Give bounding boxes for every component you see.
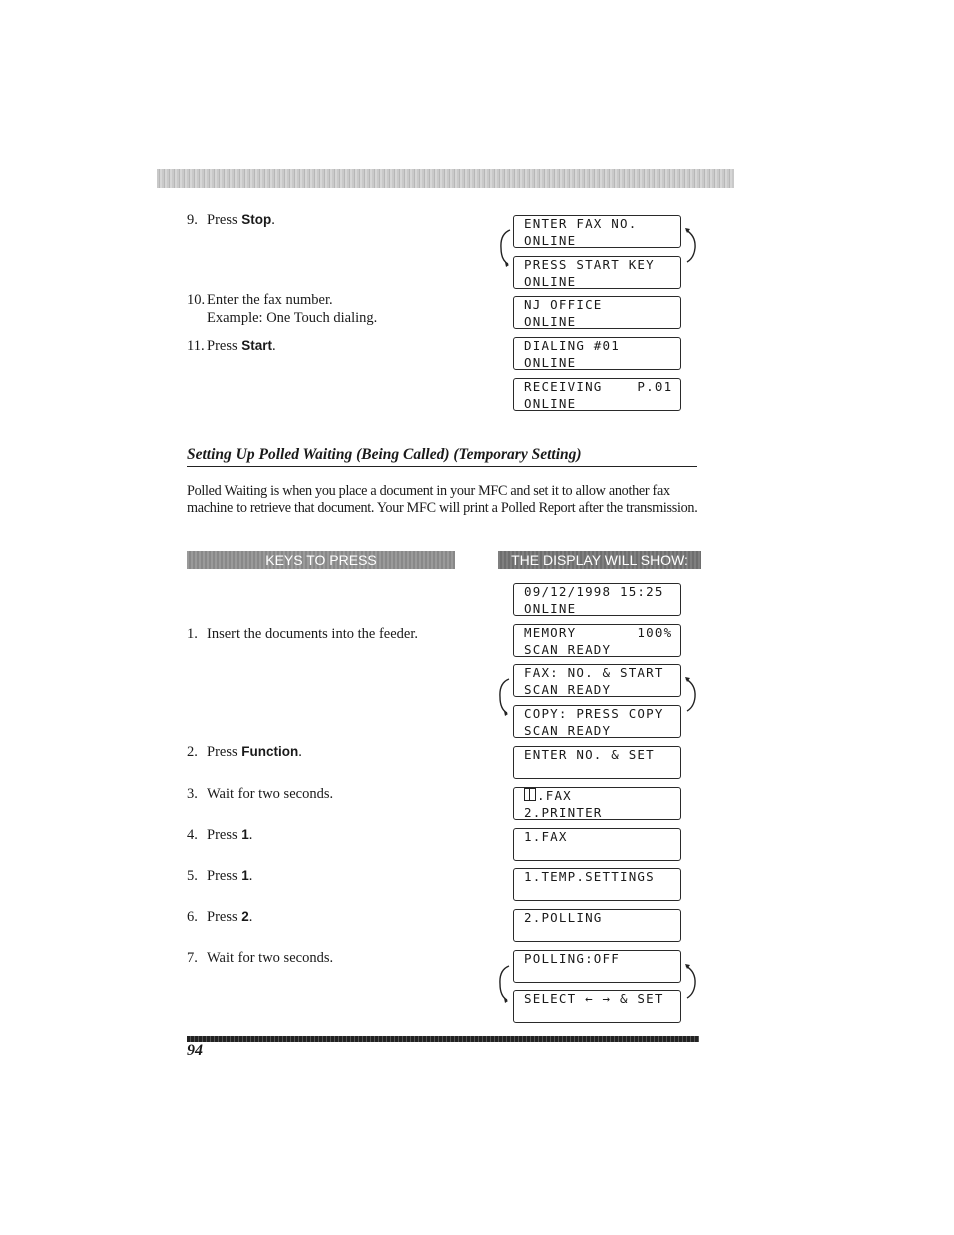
lcd-line-2: ONLINE [524, 354, 577, 370]
lcd-display [513, 787, 681, 820]
lcd-line-1: POLLING:OFF [524, 951, 620, 966]
lcd-display [513, 624, 681, 657]
step-number: 9. [187, 212, 198, 228]
step-text: Enter the fax number. [207, 292, 333, 308]
key-label: 1 [241, 827, 249, 842]
step-6 [187, 908, 252, 926]
lcd-display [513, 215, 681, 248]
step-11 [187, 337, 276, 355]
lcd-line-2: ONLINE [524, 273, 577, 289]
lcd-line-1: 1.FAX [524, 829, 568, 844]
lcd-display [513, 950, 681, 983]
step-tail: . [272, 338, 276, 354]
alternating-right-bracket-icon [684, 222, 698, 268]
lcd-line-2: SCAN READY [524, 722, 612, 738]
step-3 [187, 785, 333, 803]
step-text: Insert the documents into the feeder. [207, 626, 418, 642]
lcd-display [513, 828, 681, 861]
cursor-box-icon [524, 788, 536, 801]
keys-to-press-header: KEYS TO PRESS [187, 551, 455, 569]
step-text: Wait for two seconds. [207, 786, 334, 802]
alternating-left-bracket-icon [498, 226, 512, 272]
key-label: Stop [241, 212, 272, 227]
step-10 [187, 291, 377, 327]
key-label: 1 [241, 868, 249, 883]
lcd-line-2: SCAN READY [524, 681, 612, 697]
step-subtext: Example: One Touch dialing. [207, 310, 378, 326]
lcd-line-1: 2.POLLING [524, 910, 603, 925]
step-number: 6. [187, 909, 198, 925]
step-1 [187, 625, 418, 643]
step-4 [187, 826, 252, 844]
lcd-line-1: SELECT ← → & SET [524, 991, 664, 1006]
footer-rule [187, 1036, 699, 1042]
lcd-line-1: PRESS START KEY [524, 257, 655, 272]
lcd-line-1: RECEIVING P.01 [524, 379, 673, 394]
lcd-display [513, 705, 681, 738]
step-number: 5. [187, 868, 198, 884]
step-text: Press [207, 909, 242, 925]
lcd-line-2 [524, 968, 680, 985]
lcd-line-2: 2.PRINTER [524, 804, 603, 820]
page-number: 94 [187, 1042, 203, 1059]
step-tail: . [248, 827, 253, 843]
step-number: 10. [187, 292, 206, 308]
lcd-line-1: MEMORY 100% [524, 625, 673, 640]
lcd-line-1: ENTER FAX NO. [524, 216, 638, 231]
step-text: Press [207, 827, 242, 843]
lcd-line-2 [524, 846, 680, 863]
step-tail: . [248, 868, 253, 884]
lcd-line-2 [524, 1008, 680, 1025]
lcd-line-2: SCAN READY [524, 641, 612, 657]
lcd-display [513, 378, 681, 411]
lcd-display [513, 990, 681, 1023]
step-number: 11. [187, 338, 205, 354]
step-tail: . [271, 212, 275, 228]
lcd-line-1: ENTER NO. & SET [524, 747, 655, 762]
lcd-line-2: ONLINE [524, 313, 577, 329]
lcd-display [513, 296, 681, 329]
lcd-display [513, 746, 681, 779]
lcd-line-1: NJ OFFICE [524, 297, 603, 312]
step-number: 2. [187, 744, 198, 760]
lcd-line-1: .FAX [537, 788, 572, 803]
section-title: Setting Up Polled Waiting (Being Called) (Temporary Setting) [187, 446, 697, 467]
step-tail: . [298, 744, 302, 760]
key-label: 2 [241, 909, 249, 924]
lcd-line-1: FAX: NO. & START [524, 665, 664, 680]
key-label: Function [241, 744, 299, 759]
step-text: Press [207, 338, 242, 354]
lcd-display [513, 664, 681, 697]
step-9 [187, 211, 275, 229]
lcd-line-2 [524, 927, 680, 944]
step-7 [187, 949, 333, 967]
step-number: 3. [187, 786, 198, 802]
lcd-line-2 [524, 886, 680, 903]
section-paragraph: Polled Waiting is when you place a document in your MFC and set it to allow another fax machine to retrieve that document. Your MFC will print a Polled Report after the transmission. [187, 483, 698, 516]
step-tail: . [248, 909, 253, 925]
lcd-line-1: 1.TEMP.SETTINGS [524, 869, 655, 884]
alternating-right-bracket-icon [684, 671, 698, 717]
key-label: Start [241, 338, 273, 353]
alternating-left-bracket-icon [497, 675, 511, 721]
step-2 [187, 743, 302, 761]
step-number: 1. [187, 626, 198, 642]
lcd-display [513, 909, 681, 942]
step-text: Wait for two seconds. [207, 950, 334, 966]
lcd-line-2: ONLINE [524, 395, 577, 411]
step-text: Press [207, 868, 242, 884]
step-number: 4. [187, 827, 198, 843]
step-number: 7. [187, 950, 198, 966]
lcd-line-2: ONLINE [524, 600, 577, 616]
step-text: Press [207, 212, 242, 228]
alternating-left-bracket-icon [497, 962, 511, 1008]
header-rule [157, 169, 734, 188]
alternating-right-bracket-icon [684, 958, 698, 1004]
step-5 [187, 867, 252, 885]
lcd-line-2 [524, 764, 680, 781]
display-will-show-header: THE DISPLAY WILL SHOW: [498, 551, 701, 569]
step-text: Press [207, 744, 242, 760]
lcd-display [513, 256, 681, 289]
lcd-line-1: DIALING #01 [524, 338, 620, 353]
lcd-display [513, 337, 681, 370]
lcd-display [513, 868, 681, 901]
lcd-display [513, 583, 681, 616]
lcd-line-1: 09/12/1998 15:25 [524, 584, 664, 599]
lcd-line-1: COPY: PRESS COPY [524, 706, 664, 721]
lcd-line-2: ONLINE [524, 232, 577, 248]
